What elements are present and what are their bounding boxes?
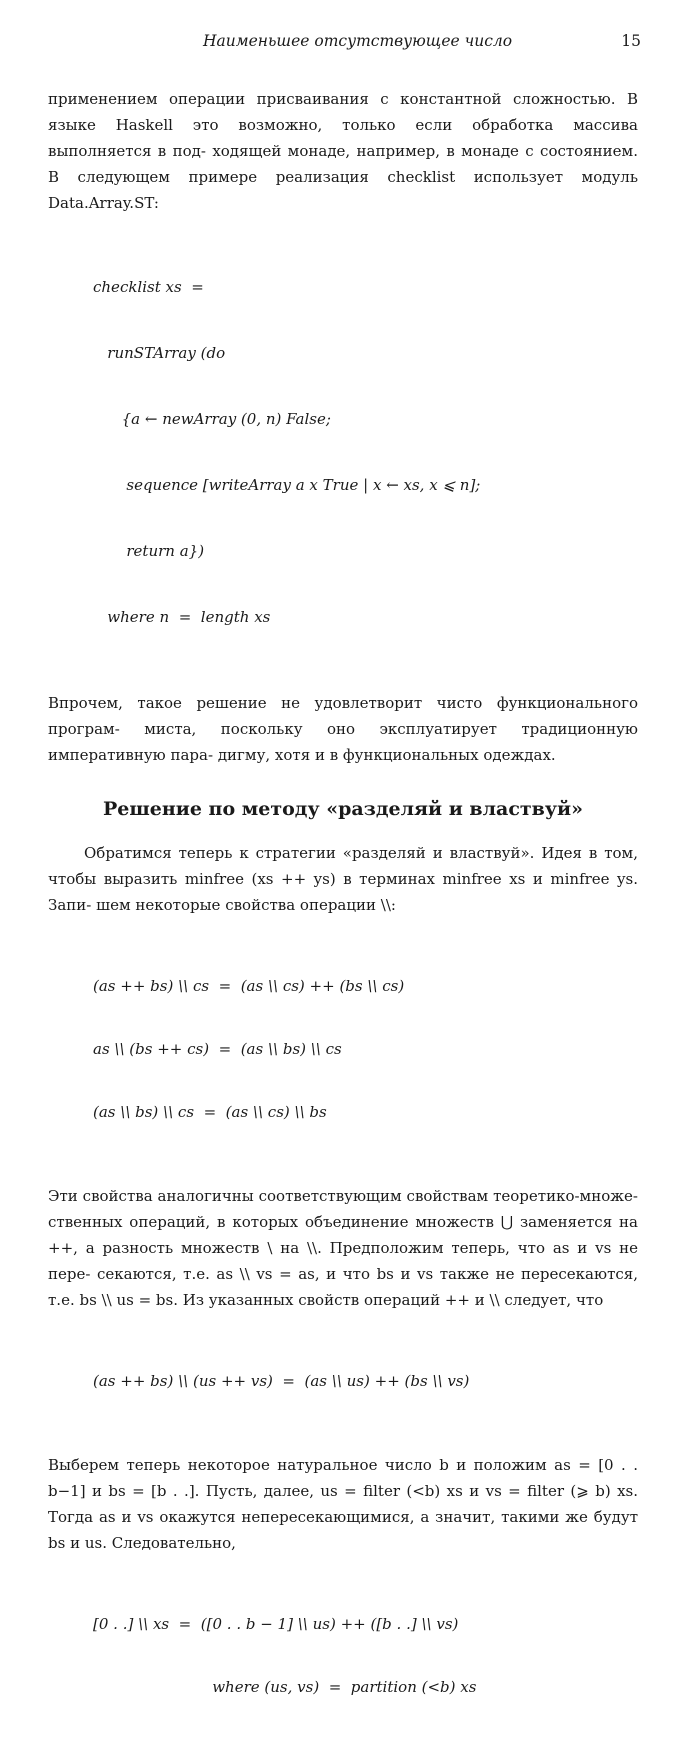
text-line: шем некоторые свойства операции \\: (96, 896, 396, 914)
equation-line: [0 . .] \\ xs = ([0 . . b − 1] \\ us) ++ ([b . .] \\ vs) (93, 1615, 459, 1633)
code-block-checklist (93, 232, 638, 672)
page-body (48, 86, 638, 1758)
code-line: return a}) (93, 542, 205, 560)
paragraph (48, 1183, 638, 1313)
text-line: Эти свойства аналогичны соответствующим свойствам теоретико-множе- (48, 1187, 638, 1205)
code-line: runSTArray (do (93, 344, 226, 362)
equation-line: (as ++ bs) \\ (us ++ vs) = (as \\ us) ++ (bs \\ vs) (93, 1372, 470, 1390)
text-line: Впрочем, такое решение не удовлетворит чисто функционального програм- (48, 694, 638, 738)
text-line: миста, поскольку оно эксплуатирует традиционную императивную пара- (48, 720, 638, 764)
text-line: Выберем теперь некоторое натуральное число b и положим as = [0 . . b−1] (48, 1456, 638, 1500)
equation-line: (as \\ bs) \\ cs = (as \\ cs) \\ bs (93, 1103, 327, 1121)
paragraph (48, 86, 638, 216)
equation-line: as \\ (bs ++ cs) = (as \\ bs) \\ cs (93, 1040, 342, 1058)
text-line: Следовательно, (111, 1534, 236, 1552)
text-line: ственных операций, в которых объединение множеств ⋃ заменяется на ++, (48, 1213, 638, 1257)
text-line: Обратимся теперь к стратегии «разделяй и властвуй». Идея в том, (84, 844, 638, 862)
equation-block (93, 934, 638, 1165)
text-line: чтобы выразить minfree (xs ++ ys) в терминах minfree xs и minfree ys. Запи- (48, 870, 638, 914)
running-header (93, 32, 641, 56)
text-line: применением операции присваивания с константной сложностью. В языке (48, 90, 638, 134)
equation-block (93, 1572, 638, 1740)
equation-line: where (us, vs) = partition (<b) xs (93, 1678, 477, 1696)
paragraph (48, 1452, 638, 1556)
section-heading: Решение по методу «разделяй и властвуй» (102, 798, 584, 820)
paragraph (48, 840, 638, 918)
code-line: sequence [writeArray a x True | x ← xs, x ⩽ n]; (93, 476, 481, 494)
text-line: дигму, хотя и в функциональных одеждах. (217, 746, 556, 764)
text-line: а разность множеств \ на \\. Предположим теперь, что as и vs не пере- (48, 1239, 639, 1283)
code-line: where n = length xs (93, 608, 271, 626)
text-line: ходящей монаде, например, в монаде с состоянием. В следующем примере (48, 142, 638, 186)
text-line: bs \\ us = bs. Из указанных свойств операций ++ и \\ следует, что (79, 1291, 604, 1309)
text-line: Haskell это возможно, только если обработка массива выполняется в под- (48, 116, 638, 160)
text-line: секаются, т.е. as \\ vs = as, и что bs и vs также не пересекаются, т.е. (48, 1265, 638, 1309)
equation-block (93, 1329, 638, 1434)
text-line: as и vs окажутся непересекающимися, а значит, такими же будут bs и us. (48, 1508, 638, 1552)
code-line: {a ← newArray (0, n) False; (93, 410, 331, 428)
running-title: Наименьшее отсутствующее число (203, 32, 513, 50)
page-number: 15 (621, 32, 641, 50)
code-line: checklist xs = (93, 278, 204, 296)
text-line: и bs = [b . .]. Пусть, далее, us = filter (<b) xs и vs = filter (⩾ b) xs. Тогда (48, 1482, 638, 1526)
equation-line: (as ++ bs) \\ cs = (as \\ cs) ++ (bs \\ cs) (93, 977, 405, 995)
text-line: реализация checklist использует модуль Data.Array.ST: (48, 168, 638, 212)
paragraph (48, 690, 638, 768)
